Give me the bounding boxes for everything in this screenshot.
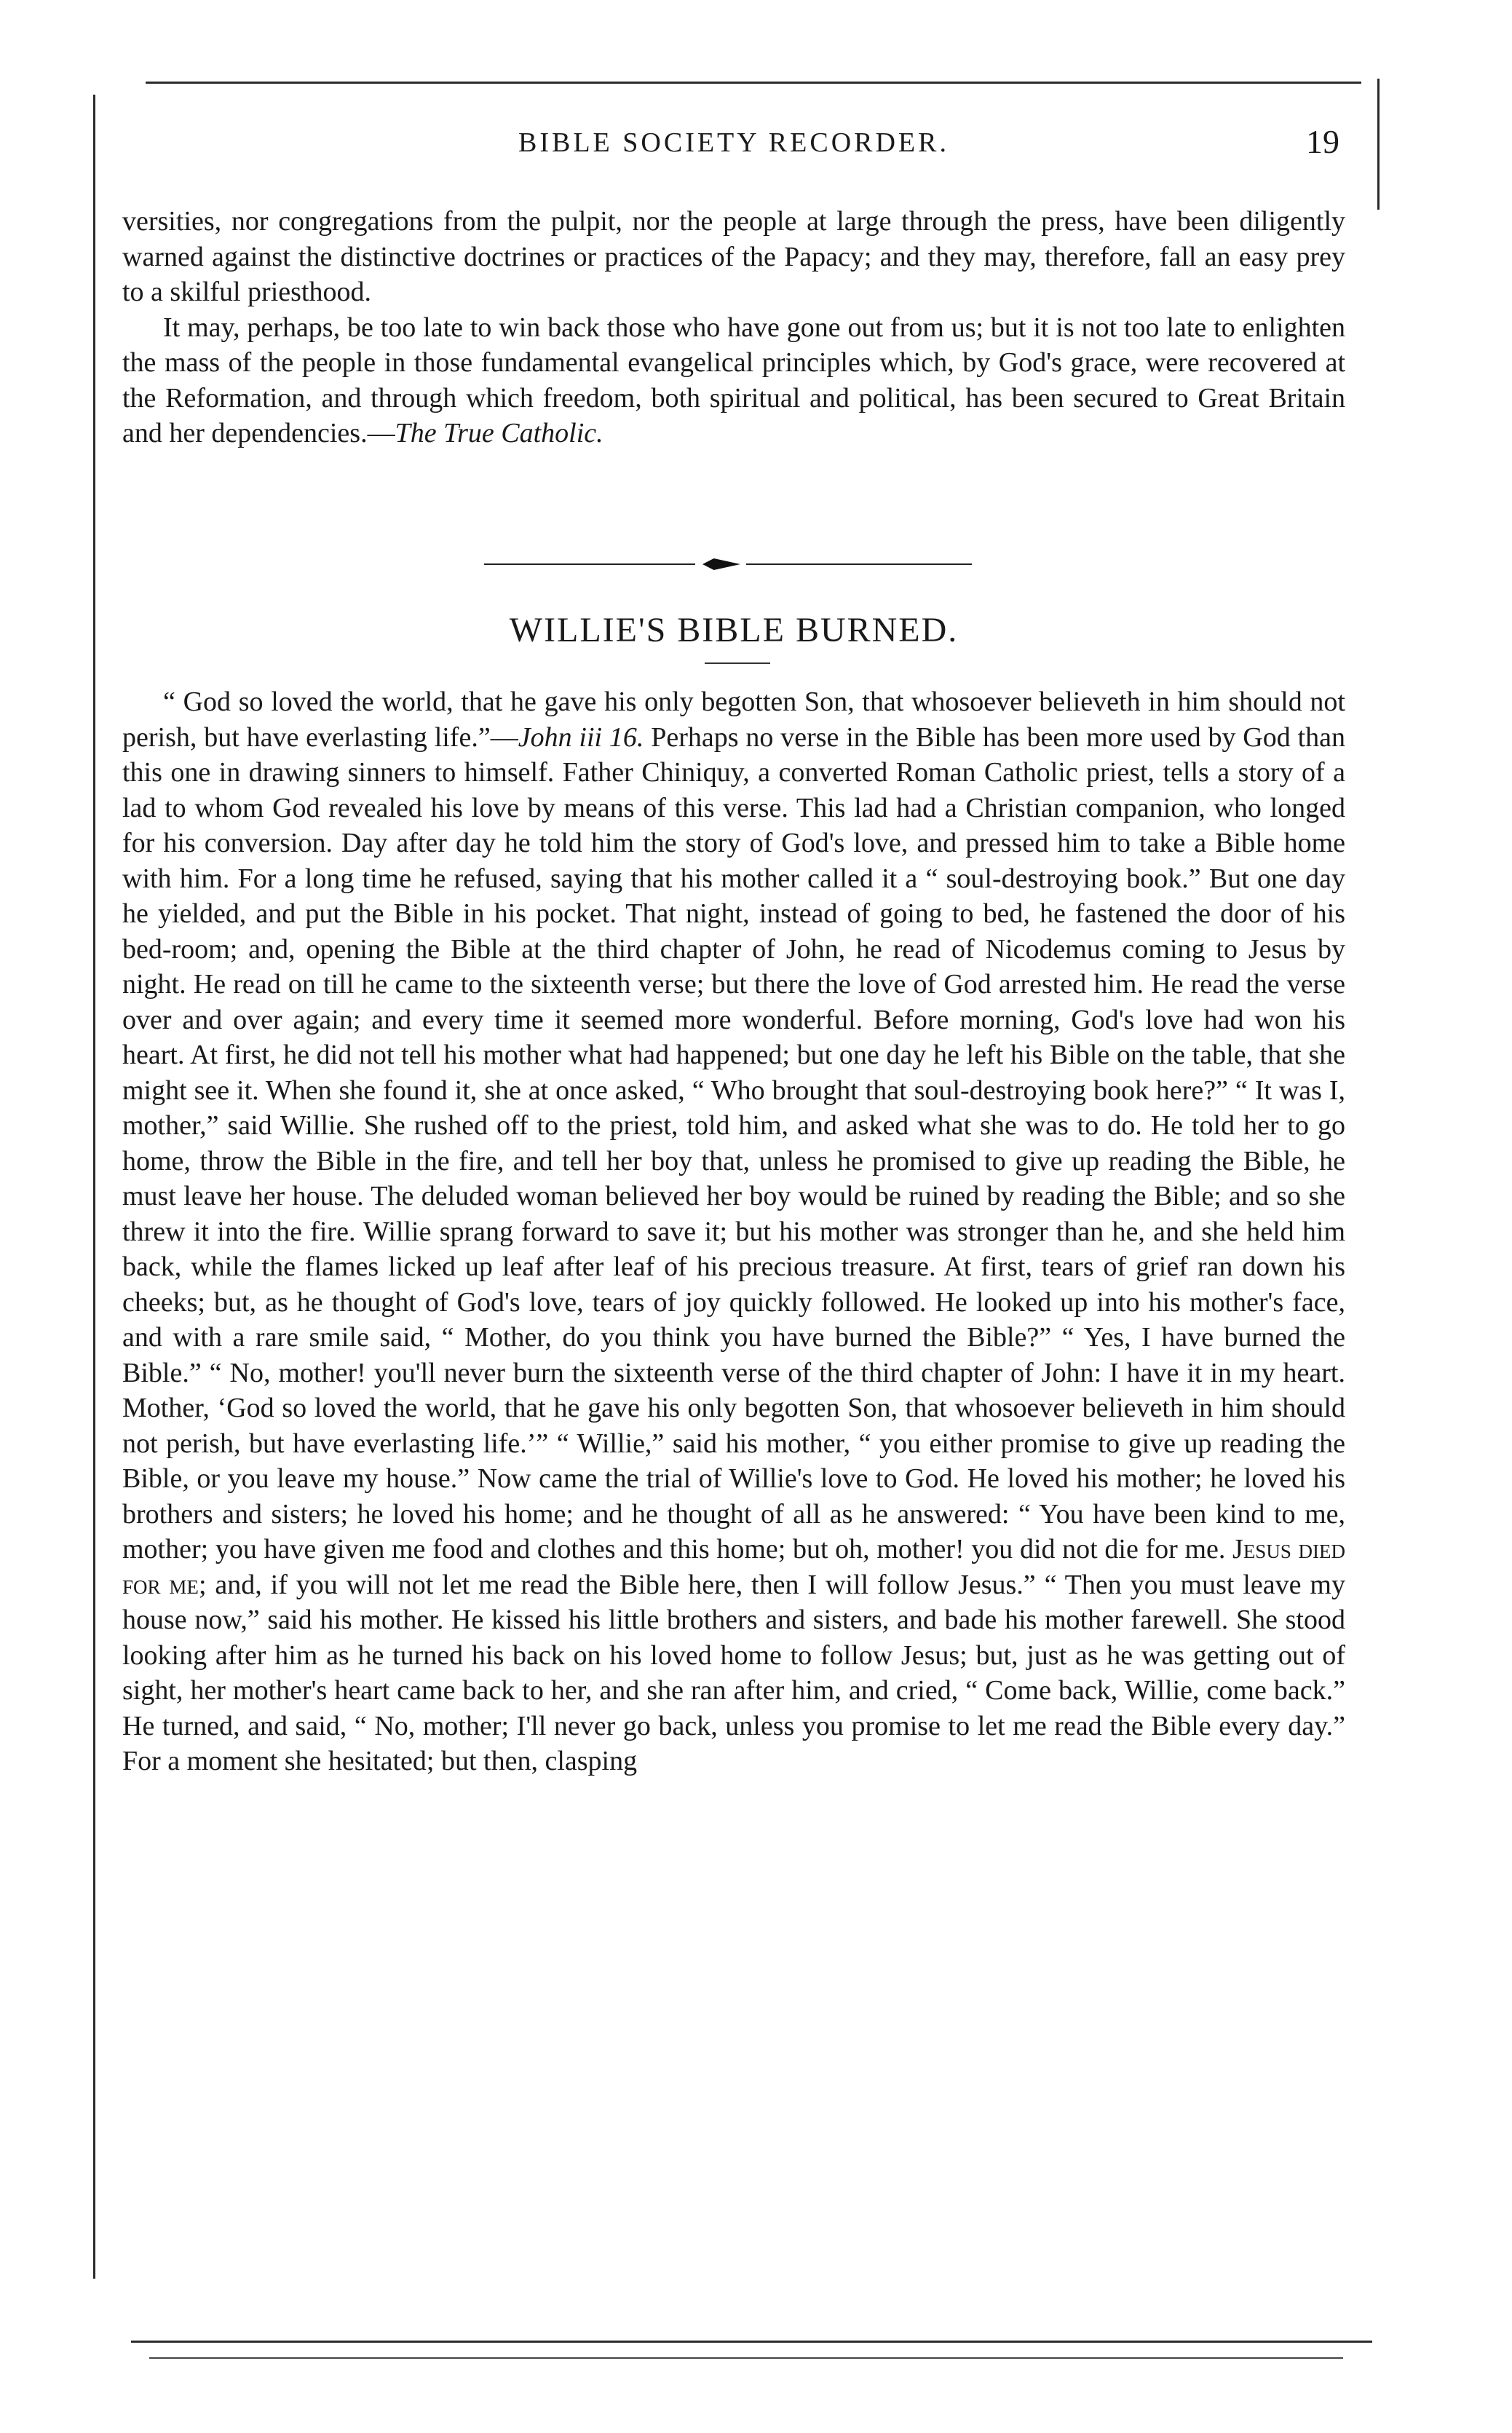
paragraph-text: It may, perhaps, be too late to win back those who have gone out from us; but it is not too late to enlighten the mass of the people in those fundamental evangelical principles which, by God's grace, were recovered at the Reformation, and through which freedom, both spiritual and political, has been secured to Great Britain and her dependencies.— bbox=[122, 312, 1345, 448]
page-bottom-rule-inner bbox=[149, 2357, 1343, 2359]
continued-article bbox=[122, 204, 1345, 451]
scripture-reference: John iii 16. bbox=[518, 721, 644, 753]
page-frame-top-rule bbox=[146, 82, 1361, 84]
story-text: Perhaps no verse in the Bible has been more used by God than this one in drawing sinners to himself. Father Chiniquy, a converted Roman Catholic priest, tells a story of a lad to whom God revealed his love by means of this verse. This lad had a Christian companion, who longed for his conversion. Day after day he told him the story of God's love, and pressed him to take a Bible home with him. For a long time he refused, saying that his mother called it a “ soul-destroying book.” But one day he yielded, and put the Bible in his pocket. That night, instead of going to bed, he fastened the door of his bed-room; and, opening the Bible at the third chapter of John, he read of Nicodemus coming to Jesus by night. He read on till he came to the sixteenth verse; but there the love of God arrested him. He read the verse over and over again; and every time it seemed more wonderful. Before morning, God's love had won his heart. At first, he did not tell his mother what had happened; but one day he left his Bible on the table, that she might see it. When she found it, she at once asked, “ Who brought that soul-destroying book here?” “ It was I, mother,” said Willie. She rushed off to the priest, told him, and asked what she was to do. He told her to go home, throw the Bible in the fire, and tell her boy that, unless he promised to give up reading the Bible, he must leave her house. The deluded woman believed her boy would be ruined by reading the Bible; and so she threw it into the fire. Willie sprang forward to save it; but his mother was stronger than he, and she held him back, while the flames licked up leaf after leaf of his precious treasure. At first, tears of grief ran down his cheeks; but, as he thought of God's love, tears of joy quickly followed. He looked up into his mother's face, and with a rare smile said, “ Mother, do you think you have burned the Bible?” “ Yes, I have burned the Bible.” “ No, mother! you'll never burn the sixteenth verse of the third chapter of John: I have it in my heart. Mother, ‘God so loved the world, that he gave his only begotten Son, that whosoever believeth in him should not perish, but have everlasting life.’” “ Willie,” said his mother, “ you either promise to give up reading the Bible, or you leave my house.” Now came the trial of Willie's love to God. He loved his mother; he loved his brothers and sisters; he loved his home; and he thought of all as he answered: “ You have been kind to me, mother; you have given me food and clothes and this home; but oh, mother! you did not die for me. bbox=[122, 721, 1345, 1564]
continued-paragraph: versities, nor congregations from the pulpit, nor the people at large through the press, have been diligently warned against the distinctive doctrines or practices of the Papacy; and they may, therefore, fall an easy prey to a skilful priesthood. bbox=[122, 206, 1345, 307]
article-body bbox=[122, 684, 1345, 1779]
running-head: BIBLE SOCIETY RECORDER. bbox=[518, 127, 949, 158]
page-number: 19 bbox=[1306, 123, 1339, 160]
page-bottom-rule bbox=[131, 2341, 1372, 2343]
section-divider-ornament bbox=[484, 557, 972, 571]
page-frame-left-rule bbox=[93, 95, 95, 2279]
title-underline-rule bbox=[705, 662, 770, 664]
divider-line-left bbox=[484, 563, 695, 565]
scripture-quote: “ God so loved the world, that he gave his only begotten Son, that whosoever believeth in him should not perish, but have everlasting life.”— bbox=[122, 687, 1345, 753]
article-title: WILLIE'S BIBLE BURNED. bbox=[509, 611, 959, 649]
story-text-continued: ; and, if you will not let me read the Bible here, then I will follow Jesus.” “ Then you must leave my house now,” said his mother. He kissed his little brothers and sisters, and bade his mother farewell. She stood looking after him as he turned his back on his loved home to follow Jesus; but, just as he was getting out of sight, her mother's heart came back to her, and she ran after him, and cried, “ Come back, Willie, come back.” He turned, and said, “ No, mother; I'll never go back, unless you promise to let me read the Bible every day.” For a moment she hesitated; but then, clasping bbox=[122, 1569, 1345, 1776]
page-header bbox=[122, 122, 1345, 173]
divider-ornament-icon bbox=[702, 558, 740, 570]
article-paragraph bbox=[122, 684, 1345, 1779]
continued-paragraph-2 bbox=[122, 310, 1345, 451]
page-frame-right-rule bbox=[1377, 79, 1380, 210]
source-citation: The True Catholic. bbox=[395, 418, 603, 448]
emphasis-small-caps: Jesus died for me bbox=[122, 1534, 1345, 1600]
divider-line-right bbox=[746, 563, 972, 565]
